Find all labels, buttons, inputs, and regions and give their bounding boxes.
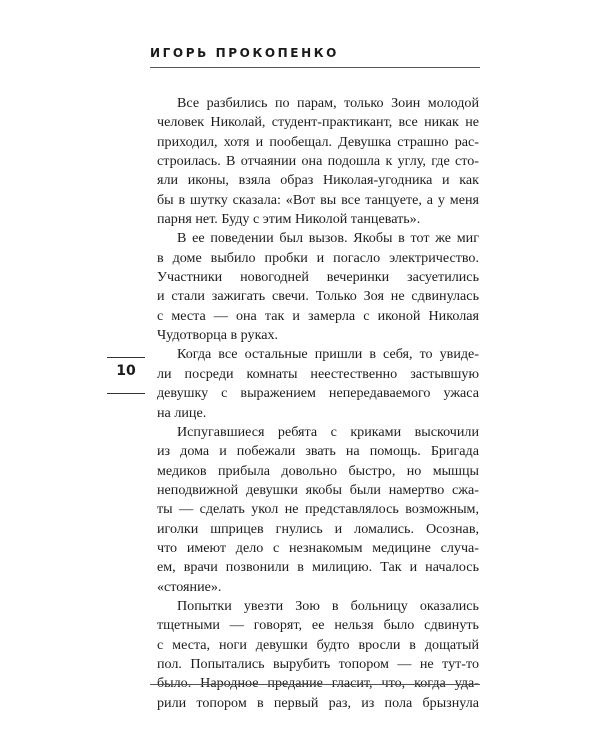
- text-line: Попытки увезти Зою в больницу оказались: [177, 597, 479, 614]
- text-line: бы в шутку сказала: «Вот вы все танцуете, а у меня: [157, 191, 479, 208]
- text-line: приходил, хотя и пообещал. Девушка страшно рас-: [157, 133, 479, 150]
- header-divider: [150, 67, 480, 68]
- text-line: ли посреди комнаты неестественно застывшую: [157, 365, 479, 382]
- text-line: Чудотворца в руках.: [157, 327, 279, 344]
- text-line: пол. Попытались вырубить топором — не тут-то: [157, 655, 479, 672]
- text-line: с места, ноги девушки будто вросли в дощатый: [157, 636, 479, 653]
- page-number-rule-top: [107, 357, 145, 358]
- text-line: яли иконы, взяла образ Николая-угодника и как: [157, 172, 479, 189]
- text-line: рили топором в первый раз, из пола брызнула: [157, 694, 479, 711]
- text-line: Когда все остальные пришли в себя, то увиде-: [177, 346, 479, 363]
- text-line: из дома и побежали звать на помощь. Бригада: [157, 443, 479, 460]
- text-line: девушку с выражением непередаваемого ужаса: [157, 385, 479, 402]
- text-line: иголки шприцев гнулись и ломались. Осознав,: [157, 520, 479, 537]
- text-line: человек Николай, студент-практикант, все никак не: [157, 114, 479, 131]
- text-line: ем, врачи позвонили в милицию. Так и началось: [157, 559, 479, 576]
- page-number-rule-bottom: [107, 393, 145, 394]
- text-line: неподвижной девушки якобы были намертво сжа-: [157, 481, 479, 498]
- footer-divider: [150, 684, 480, 685]
- text-line: «стояние».: [157, 578, 222, 595]
- body-text: [157, 94, 479, 713]
- text-line: Испугавшиеся ребята с криками выскочили: [177, 423, 479, 440]
- text-line: В ее поведении был вызов. Якобы в тот же миг: [177, 230, 479, 247]
- text-line: тщетными — говорят, ее нельзя было сдвинуть: [157, 617, 479, 634]
- text-line: Участники новогодней вечеринки засуетились: [157, 269, 479, 286]
- text-line: с места — она так и замерла с иконой Николая: [157, 307, 479, 324]
- text-line: парня нет. Буду с этим Николой танцевать».: [157, 211, 421, 228]
- page-number: 10: [116, 363, 136, 379]
- text-line: что имеют дело с незнакомым медицине случа-: [157, 539, 479, 556]
- text-line: и стали зажигать свечи. Только Зоя не сдвинулась: [157, 288, 479, 305]
- text-line: ты — сделать укол не представлялось возможным,: [157, 501, 479, 518]
- running-head: ИГОРЬ ПРОКОПЕНКО: [150, 46, 339, 60]
- text-line: медиков прибыла довольно быстро, но мышцы: [157, 462, 479, 479]
- text-line: в доме выбило пробки и погасло электричество.: [157, 249, 479, 266]
- text-line: было. Народное предание гласит, что, когда уда-: [157, 675, 479, 692]
- text-line: на лице.: [157, 404, 207, 421]
- text-line: Все разбились по парам, только Зоин молодой: [177, 95, 479, 111]
- text-line: строилась. В отчаянии она подошла к углу, где сто-: [157, 153, 479, 170]
